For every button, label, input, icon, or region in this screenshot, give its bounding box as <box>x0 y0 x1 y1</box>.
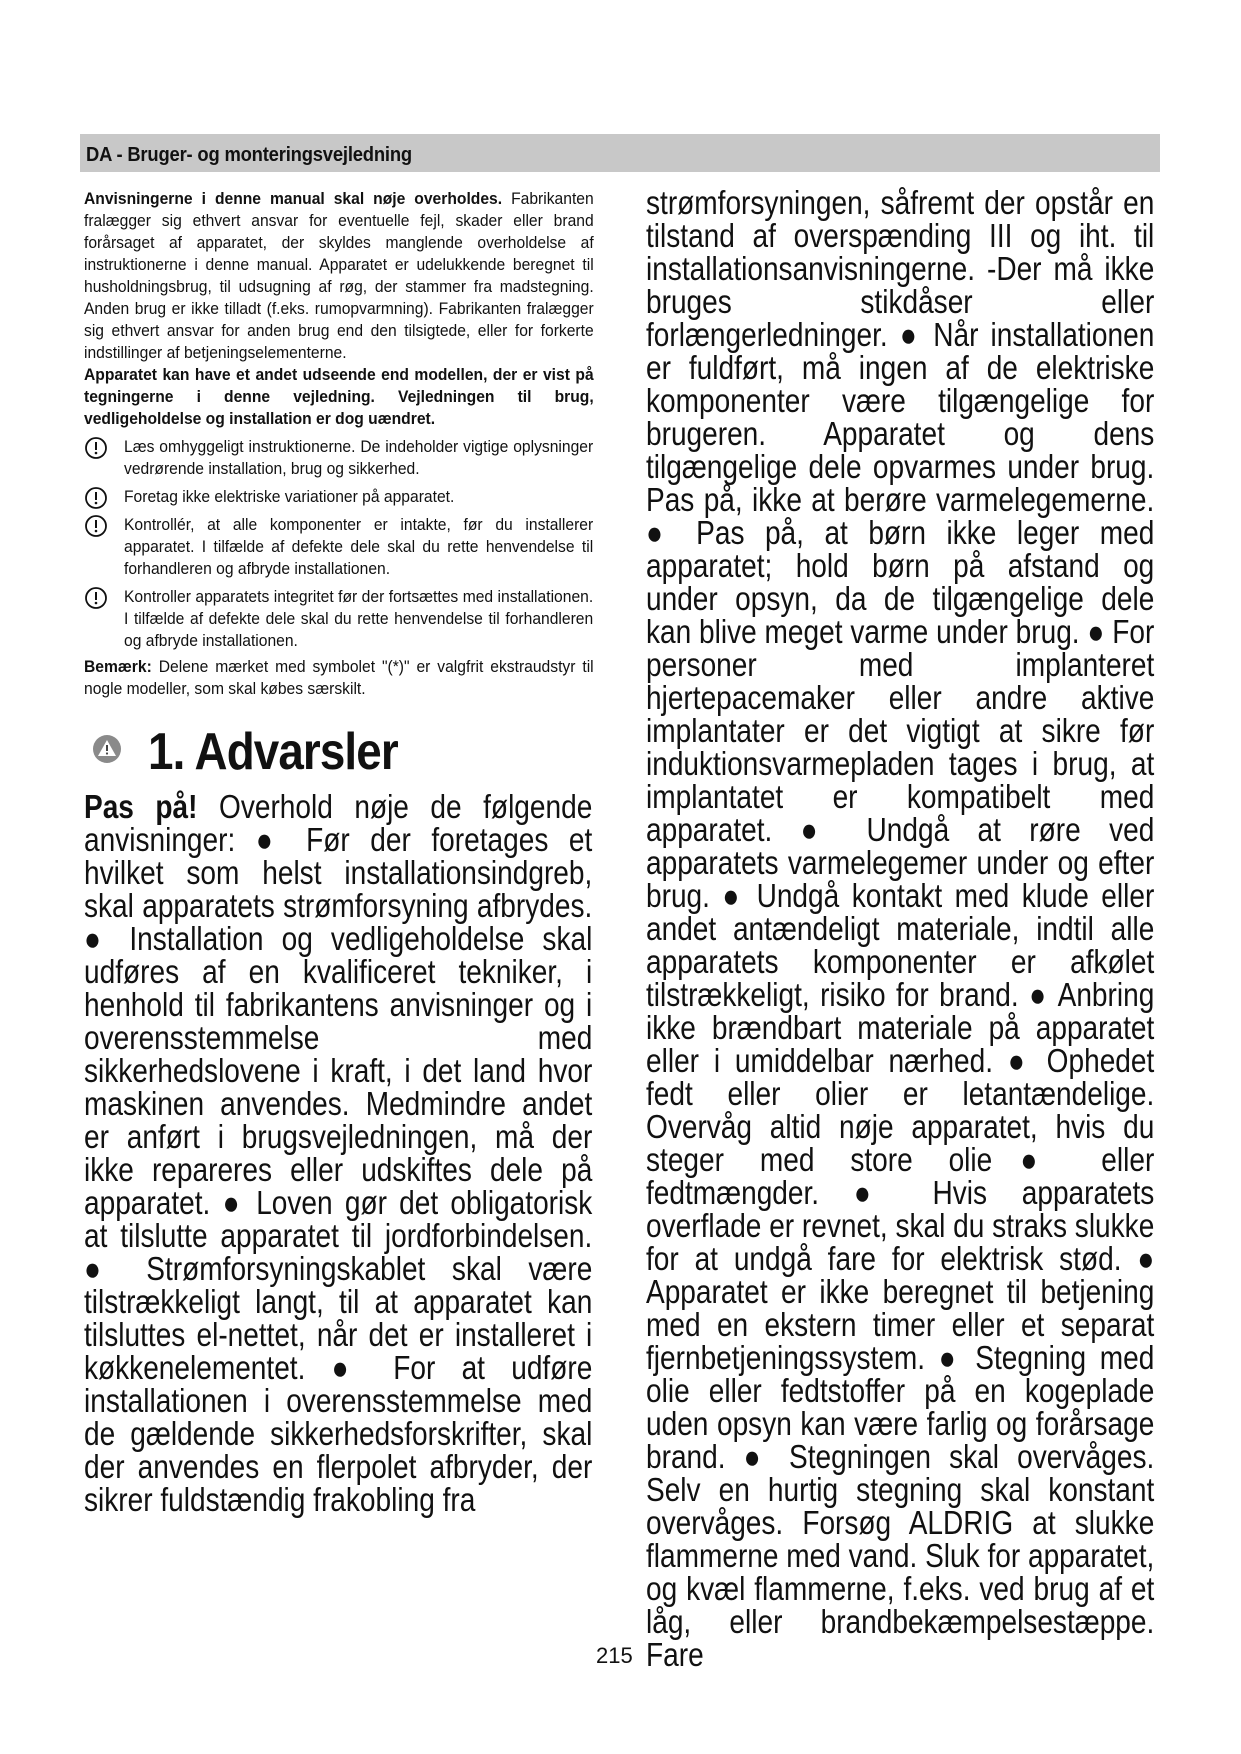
body-lead-bold: Pas på! <box>84 788 198 825</box>
warning-item <box>84 486 594 508</box>
warning-circle-icon <box>84 514 108 538</box>
warning-text: Foretag ikke elektriske variationer på apparatet. <box>124 487 455 506</box>
header-bar <box>80 134 1160 172</box>
warning-circle-icon <box>84 436 108 460</box>
header-title: DA - Bruger- og monteringsvejledning <box>86 144 412 166</box>
body-left-text <box>84 790 592 1516</box>
warning-item <box>84 514 594 580</box>
right-column <box>646 186 1158 1671</box>
warning-circle-icon <box>84 586 108 610</box>
warning-circle-icon <box>84 486 108 510</box>
warning-triangle-icon <box>92 734 122 764</box>
page-number: 215 <box>596 1643 633 1668</box>
intro-lead-text: Fabrikanten fralægger sig ethvert ansvar for eventuelle fejl, skader eller brand forårsaget af apparatet, der skyldes manglende overholdelse af instruktionerne i denne manual. Apparatet er udelukkende beregnet til husholdningsbrug, til udsugning af røg, der stammer fra madstegning. Anden brug er ikke tilladt (f.eks. rumopvarmning). Fabrikanten fralægger sig ethvert ansvar for anden brug end den tilsigtede, eller for forkerte indstillinger af betjeningselementerne. <box>84 189 594 362</box>
warning-text: Kontrollér, at alle komponenter er intakte, før du installerer apparatet. I tilfælde af defekte dele skal du rette henvendelse til forhandleren og afbryde installationen. <box>124 515 594 578</box>
warning-item <box>84 436 594 480</box>
section-heading <box>84 722 594 782</box>
intro-notice: Apparatet kan have et andet udseende end modellen, der er vist på tegningerne i denne vejledning. Vejledningen til brug, vedligeholdelse og installation er dog uændret. <box>84 365 594 428</box>
note-text: Delene mærket med symbolet "(*)" er valgfrit ekstraudstyr til nogle modeller, som skal købes særskilt. <box>84 657 594 698</box>
note-paragraph <box>84 656 594 700</box>
left-column <box>84 188 594 1516</box>
intro-lead-bold: Anvisningerne i denne manual skal nøje overholdes. <box>84 189 503 208</box>
warning-text: Kontroller apparatets integritet før der fortsættes med installationen. I tilfælde af defekte dele skal du rette henvendelse til forhandleren og afbryde installationen. <box>124 587 594 650</box>
warning-text: Læs omhyggeligt instruktionerne. De indeholder vigtige oplysninger vedrørende installation, brug og sikkerhed. <box>124 437 594 478</box>
intro-paragraph <box>84 188 594 364</box>
warning-item <box>84 586 594 652</box>
body-left-content: Overhold nøje de følgende anvisninger: ● Før der foretages et hvilket som helst installationsindgreb, skal apparatets strømforsyning afbrydes. ● Installation og vedligeholdelse skal udføres af en kvalificeret tekniker, i henhold til fabrikantens anvisninger og i overensstemmelse med sikkerhedslovene i kraft, i det land hvor maskinen anvendes. Medmindre andet er anført i brugsvejledningen, må der ikke repareres eller udskiftes dele på apparatet. ● Loven gør det obligatorisk at tilslutte apparatet til jordforbindelsen. ● Strømforsyningskablet skal være tilstrækkeligt langt, til at apparatet kan tilsluttes el-nettet, når det er installeret i køkkenelementet. ● For at udføre installationen i overensstemmelse med de gældende sikkerhedsforskrifter, skal der anvendes en flerpolet afbryder, der sikrer fuldstændig frakobling fra <box>84 788 593 1518</box>
note-label: Bemærk: <box>84 657 152 676</box>
section-title: 1. Advarsler <box>148 723 398 781</box>
body-right-text: strømforsyningen, såfremt der opstår en tilstand af overspænding III og iht. til installationsanvisningerne. -Der må ikke bruges stikdåser eller forlængerledninger. ● Når installationen er fuldført, må ingen af de elektriske komponenter være tilgængelige for brugeren. Apparatet og dens tilgængelige dele opvarmes under brug. Pas på, ikke at berøre varmelegemerne. ● Pas på, at børn ikke leger med apparatet; hold børn på afstand og under opsyn, da de tilgængelige dele kan blive meget varme under brug. ● For personer med implanteret hjertepacemaker eller andre aktive implantater er det vigtigt at sikre før induktionsvarmepladen tages i brug, at implantatet er kompatibelt med apparatet. ● Undgå at røre ved apparatets varmelegemer under og efter brug. ● Undgå kontakt med klude eller andet antændeligt materiale, indtil alle apparatets komponenter er afkølet tilstrækkeligt, risiko for brand. ● Anbring ikke brændbart materiale på apparatet eller i umiddelbar nærhed. ● Ophedet fedt eller olier er letantændelige. Overvåg altid nøje apparatet, hvis du steger med store olie● eller fedtmængder. ● Hvis apparatets overflade er revnet, skal du straks slukke for at undgå fare for elektrisk stød. ● Apparatet er ikke beregnet til betjening med en ekstern timer eller et separat fjernbetjeningssystem. ● Stegning med olie eller fedtstoffer på en kogeplade uden opsyn kan være farlig og forårsage brand. ● Stegningen skal overvåges. Selv en hurtig stegning skal konstant overvåges. Forsøg ALDRIG at slukke flammerne med vand. Sluk for apparatet, og kvæl flammerne, f.eks. ved brug af et låg, eller brandbekæmpelsestæppe. Fare <box>646 184 1155 1673</box>
